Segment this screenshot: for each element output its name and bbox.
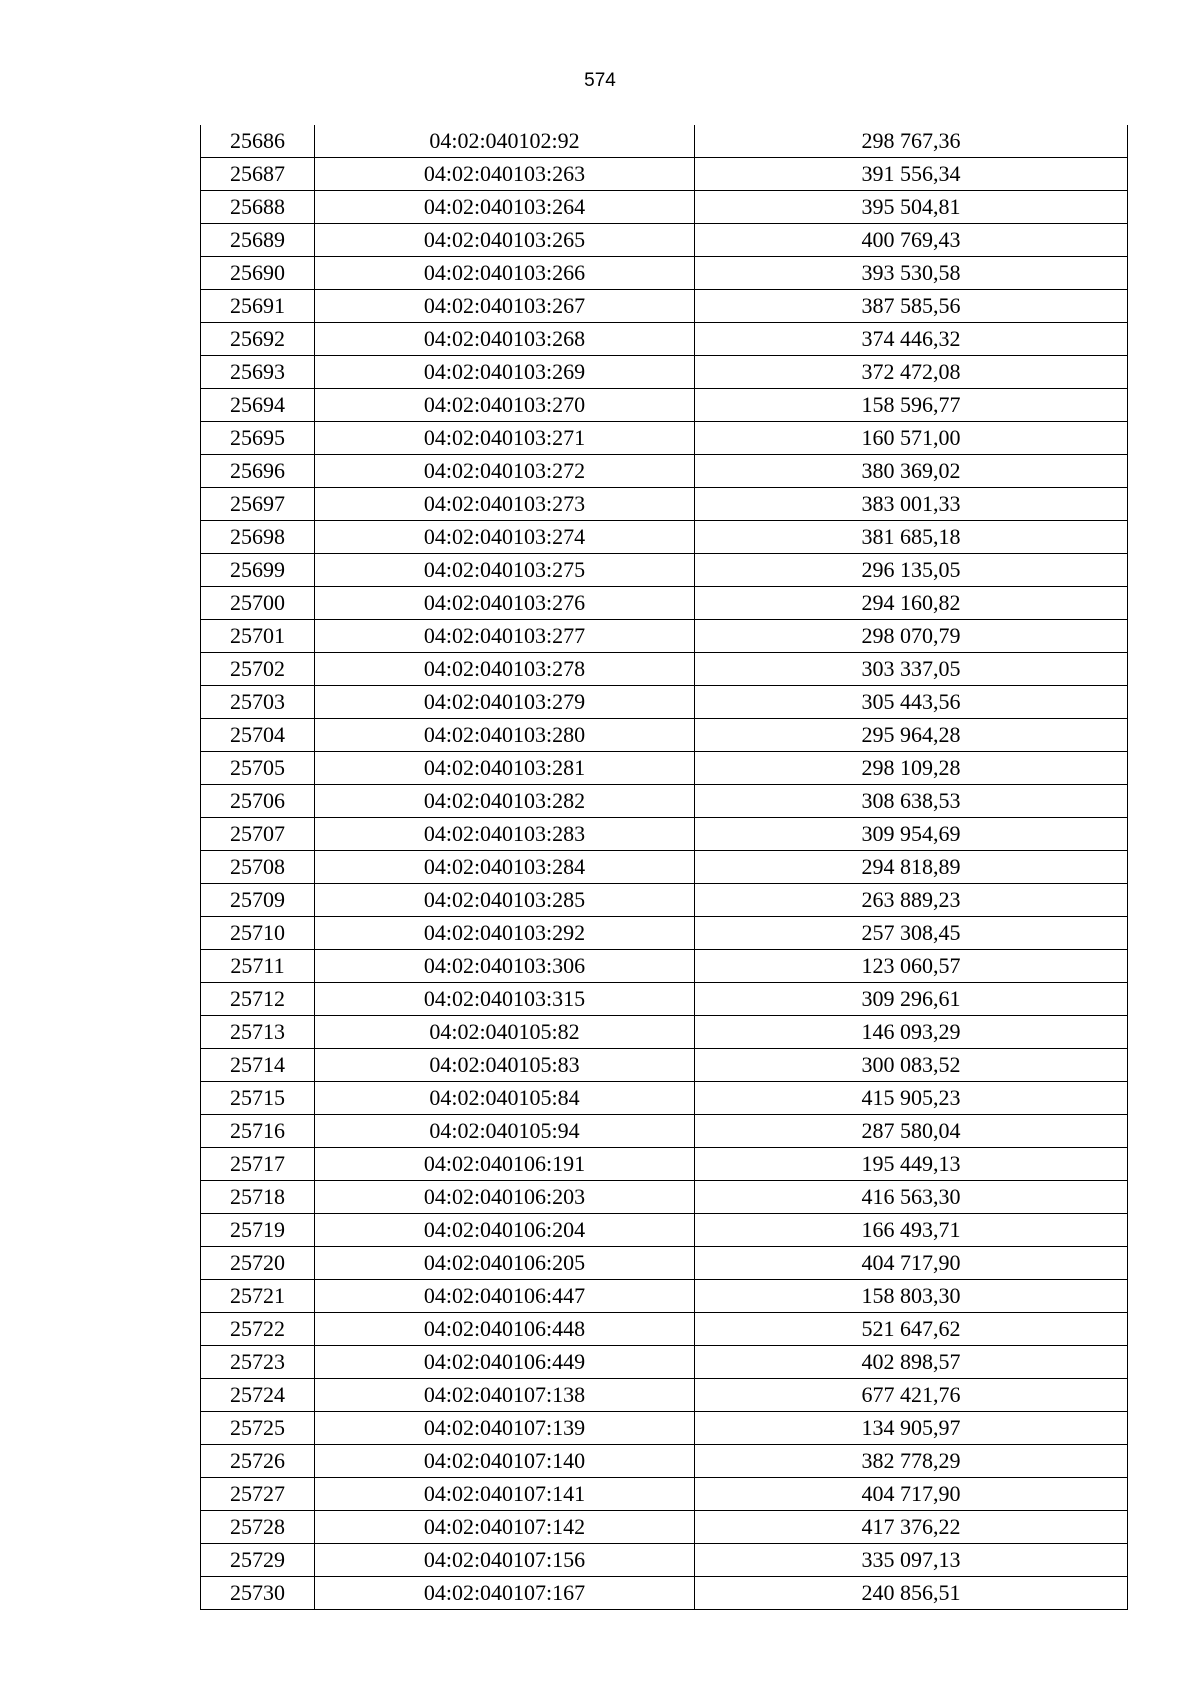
- table-row: [201, 1445, 1128, 1478]
- row-number-cell: 25691: [201, 290, 315, 323]
- cadastral-number-cell: 04:02:040103:267: [315, 290, 695, 323]
- table-row: [201, 422, 1128, 455]
- row-number-cell: 25714: [201, 1049, 315, 1082]
- cadastral-number-cell: 04:02:040103:285: [315, 884, 695, 917]
- table-row: [201, 587, 1128, 620]
- cadastral-number-cell: 04:02:040103:279: [315, 686, 695, 719]
- cadastral-number-cell: 04:02:040103:284: [315, 851, 695, 884]
- cadastral-value-cell: 287 580,04: [695, 1115, 1128, 1148]
- cadastral-value-cell: 146 093,29: [695, 1016, 1128, 1049]
- row-number-cell: 25689: [201, 224, 315, 257]
- cadastral-value-cell: 296 135,05: [695, 554, 1128, 587]
- cadastral-value-cell: 294 818,89: [695, 851, 1128, 884]
- cadastral-value-cell: 404 717,90: [695, 1478, 1128, 1511]
- cadastral-number-cell: 04:02:040103:282: [315, 785, 695, 818]
- table-row: [201, 1280, 1128, 1313]
- table-row: [201, 752, 1128, 785]
- cadastral-number-cell: 04:02:040107:141: [315, 1478, 695, 1511]
- cadastral-number-cell: 04:02:040107:139: [315, 1412, 695, 1445]
- row-number-cell: 25713: [201, 1016, 315, 1049]
- cadastral-value-cell: 417 376,22: [695, 1511, 1128, 1544]
- row-number-cell: 25717: [201, 1148, 315, 1181]
- cadastral-number-cell: 04:02:040106:204: [315, 1214, 695, 1247]
- table-row: [201, 1511, 1128, 1544]
- cadastral-number-cell: 04:02:040107:156: [315, 1544, 695, 1577]
- cadastral-value-cell: 240 856,51: [695, 1577, 1128, 1610]
- row-number-cell: 25696: [201, 455, 315, 488]
- table-row: [201, 554, 1128, 587]
- cadastral-value-cell: 395 504,81: [695, 191, 1128, 224]
- cadastral-value-cell: 257 308,45: [695, 917, 1128, 950]
- cadastral-number-cell: 04:02:040103:278: [315, 653, 695, 686]
- table-row: [201, 224, 1128, 257]
- cadastral-number-cell: 04:02:040103:265: [315, 224, 695, 257]
- table-row: [201, 323, 1128, 356]
- cadastral-number-cell: 04:02:040103:269: [315, 356, 695, 389]
- cadastral-number-cell: 04:02:040103:281: [315, 752, 695, 785]
- cadastral-value-cell: 374 446,32: [695, 323, 1128, 356]
- cadastral-number-cell: 04:02:040103:273: [315, 488, 695, 521]
- cadastral-value-cell: 415 905,23: [695, 1082, 1128, 1115]
- cadastral-value-cell: 123 060,57: [695, 950, 1128, 983]
- cadastral-number-cell: 04:02:040103:292: [315, 917, 695, 950]
- cadastral-value-cell: 521 647,62: [695, 1313, 1128, 1346]
- cadastral-number-cell: 04:02:040103:283: [315, 818, 695, 851]
- cadastral-value-cell: 387 585,56: [695, 290, 1128, 323]
- cadastral-number-cell: 04:02:040103:271: [315, 422, 695, 455]
- cadastral-value-cell: 309 296,61: [695, 983, 1128, 1016]
- table-row: [201, 1412, 1128, 1445]
- cadastral-value-cell: 677 421,76: [695, 1379, 1128, 1412]
- row-number-cell: 25721: [201, 1280, 315, 1313]
- cadastral-value-cell: 308 638,53: [695, 785, 1128, 818]
- cadastral-number-cell: 04:02:040103:275: [315, 554, 695, 587]
- cadastral-number-cell: 04:02:040107:138: [315, 1379, 695, 1412]
- table-row: [201, 1247, 1128, 1280]
- row-number-cell: 25724: [201, 1379, 315, 1412]
- row-number-cell: 25723: [201, 1346, 315, 1379]
- table-row: [201, 356, 1128, 389]
- cadastral-value-cell: 298 767,36: [695, 125, 1128, 158]
- cadastral-number-cell: 04:02:040103:270: [315, 389, 695, 422]
- cadastral-number-cell: 04:02:040103:263: [315, 158, 695, 191]
- cadastral-number-cell: 04:02:040103:266: [315, 257, 695, 290]
- cadastral-value-cell: 404 717,90: [695, 1247, 1128, 1280]
- cadastral-value-cell: 160 571,00: [695, 422, 1128, 455]
- row-number-cell: 25729: [201, 1544, 315, 1577]
- cadastral-value-cell: 402 898,57: [695, 1346, 1128, 1379]
- table-row: [201, 1049, 1128, 1082]
- cadastral-value-cell: 195 449,13: [695, 1148, 1128, 1181]
- table-row: [201, 1082, 1128, 1115]
- cadastral-value-cell: 380 369,02: [695, 455, 1128, 488]
- row-number-cell: 25719: [201, 1214, 315, 1247]
- cadastral-value-cell: 381 685,18: [695, 521, 1128, 554]
- row-number-cell: 25711: [201, 950, 315, 983]
- cadastral-value-cell: 303 337,05: [695, 653, 1128, 686]
- table-row: [201, 1181, 1128, 1214]
- row-number-cell: 25703: [201, 686, 315, 719]
- table-row: [201, 389, 1128, 422]
- row-number-cell: 25690: [201, 257, 315, 290]
- table-row: [201, 785, 1128, 818]
- cadastral-number-cell: 04:02:040106:449: [315, 1346, 695, 1379]
- cadastral-number-cell: 04:02:040103:274: [315, 521, 695, 554]
- cadastral-number-cell: 04:02:040107:167: [315, 1577, 695, 1610]
- row-number-cell: 25706: [201, 785, 315, 818]
- row-number-cell: 25707: [201, 818, 315, 851]
- cadastral-value-cell: 294 160,82: [695, 587, 1128, 620]
- cadastral-number-cell: 04:02:040102:92: [315, 125, 695, 158]
- table-row: [201, 257, 1128, 290]
- table-row: [201, 1214, 1128, 1247]
- cadastral-value-cell: 295 964,28: [695, 719, 1128, 752]
- table-row: [201, 620, 1128, 653]
- row-number-cell: 25715: [201, 1082, 315, 1115]
- cadastral-number-cell: 04:02:040107:140: [315, 1445, 695, 1478]
- row-number-cell: 25688: [201, 191, 315, 224]
- row-number-cell: 25708: [201, 851, 315, 884]
- table-row: [201, 455, 1128, 488]
- table-row: [201, 1016, 1128, 1049]
- cadastral-number-cell: 04:02:040105:83: [315, 1049, 695, 1082]
- row-number-cell: 25702: [201, 653, 315, 686]
- table-row: [201, 1115, 1128, 1148]
- cadastral-number-cell: 04:02:040103:276: [315, 587, 695, 620]
- row-number-cell: 25716: [201, 1115, 315, 1148]
- table-row: [201, 686, 1128, 719]
- row-number-cell: 25704: [201, 719, 315, 752]
- table-body: [201, 125, 1128, 1610]
- cadastral-number-cell: 04:02:040103:280: [315, 719, 695, 752]
- cadastral-value-cell: 166 493,71: [695, 1214, 1128, 1247]
- table-row: [201, 125, 1128, 158]
- cadastral-number-cell: 04:02:040103:272: [315, 455, 695, 488]
- row-number-cell: 25718: [201, 1181, 315, 1214]
- table-row: [201, 719, 1128, 752]
- table-row: [201, 917, 1128, 950]
- row-number-cell: 25727: [201, 1478, 315, 1511]
- row-number-cell: 25709: [201, 884, 315, 917]
- cadastral-value-cell: 416 563,30: [695, 1181, 1128, 1214]
- cadastral-value-cell: 372 472,08: [695, 356, 1128, 389]
- table-row: [201, 1544, 1128, 1577]
- cadastral-number-cell: 04:02:040106:191: [315, 1148, 695, 1181]
- cadastral-value-cell: 335 097,13: [695, 1544, 1128, 1577]
- cadastral-value-table: [200, 125, 1128, 1610]
- row-number-cell: 25722: [201, 1313, 315, 1346]
- table-row: [201, 158, 1128, 191]
- row-number-cell: 25687: [201, 158, 315, 191]
- table-row: [201, 1478, 1128, 1511]
- cadastral-value-cell: 263 889,23: [695, 884, 1128, 917]
- table-row: [201, 521, 1128, 554]
- table-row: [201, 818, 1128, 851]
- table-row: [201, 983, 1128, 1016]
- row-number-cell: 25725: [201, 1412, 315, 1445]
- row-number-cell: 25720: [201, 1247, 315, 1280]
- row-number-cell: 25692: [201, 323, 315, 356]
- table-row: [201, 950, 1128, 983]
- cadastral-number-cell: 04:02:040103:277: [315, 620, 695, 653]
- row-number-cell: 25705: [201, 752, 315, 785]
- cadastral-number-cell: 04:02:040105:84: [315, 1082, 695, 1115]
- cadastral-value-cell: 400 769,43: [695, 224, 1128, 257]
- table-row: [201, 290, 1128, 323]
- cadastral-value-cell: 393 530,58: [695, 257, 1128, 290]
- row-number-cell: 25698: [201, 521, 315, 554]
- page-number: 574: [584, 70, 616, 91]
- cadastral-value-cell: 158 596,77: [695, 389, 1128, 422]
- row-number-cell: 25712: [201, 983, 315, 1016]
- cadastral-value-cell: 300 083,52: [695, 1049, 1128, 1082]
- row-number-cell: 25730: [201, 1577, 315, 1610]
- row-number-cell: 25728: [201, 1511, 315, 1544]
- cadastral-number-cell: 04:02:040105:94: [315, 1115, 695, 1148]
- cadastral-number-cell: 04:02:040103:315: [315, 983, 695, 1016]
- table-row: [201, 488, 1128, 521]
- cadastral-number-cell: 04:02:040106:448: [315, 1313, 695, 1346]
- cadastral-value-cell: 309 954,69: [695, 818, 1128, 851]
- table-row: [201, 1313, 1128, 1346]
- row-number-cell: 25694: [201, 389, 315, 422]
- cadastral-number-cell: 04:02:040107:142: [315, 1511, 695, 1544]
- cadastral-number-cell: 04:02:040106:203: [315, 1181, 695, 1214]
- table-row: [201, 851, 1128, 884]
- table-row: [201, 191, 1128, 224]
- cadastral-value-cell: 134 905,97: [695, 1412, 1128, 1445]
- table-row: [201, 1379, 1128, 1412]
- cadastral-number-cell: 04:02:040103:264: [315, 191, 695, 224]
- row-number-cell: 25695: [201, 422, 315, 455]
- table-row: [201, 1577, 1128, 1610]
- cadastral-number-cell: 04:02:040103:268: [315, 323, 695, 356]
- cadastral-value-cell: 391 556,34: [695, 158, 1128, 191]
- table-row: [201, 1346, 1128, 1379]
- cadastral-value-cell: 298 109,28: [695, 752, 1128, 785]
- row-number-cell: 25726: [201, 1445, 315, 1478]
- cadastral-number-cell: 04:02:040103:306: [315, 950, 695, 983]
- cadastral-value-cell: 383 001,33: [695, 488, 1128, 521]
- table-row: [201, 653, 1128, 686]
- cadastral-value-cell: 382 778,29: [695, 1445, 1128, 1478]
- cadastral-number-cell: 04:02:040106:447: [315, 1280, 695, 1313]
- row-number-cell: 25686: [201, 125, 315, 158]
- row-number-cell: 25697: [201, 488, 315, 521]
- cadastral-value-cell: 158 803,30: [695, 1280, 1128, 1313]
- table-row: [201, 1148, 1128, 1181]
- row-number-cell: 25710: [201, 917, 315, 950]
- table-row: [201, 884, 1128, 917]
- cadastral-value-cell: 305 443,56: [695, 686, 1128, 719]
- row-number-cell: 25699: [201, 554, 315, 587]
- cadastral-number-cell: 04:02:040106:205: [315, 1247, 695, 1280]
- row-number-cell: 25701: [201, 620, 315, 653]
- cadastral-value-cell: 298 070,79: [695, 620, 1128, 653]
- cadastral-number-cell: 04:02:040105:82: [315, 1016, 695, 1049]
- row-number-cell: 25693: [201, 356, 315, 389]
- row-number-cell: 25700: [201, 587, 315, 620]
